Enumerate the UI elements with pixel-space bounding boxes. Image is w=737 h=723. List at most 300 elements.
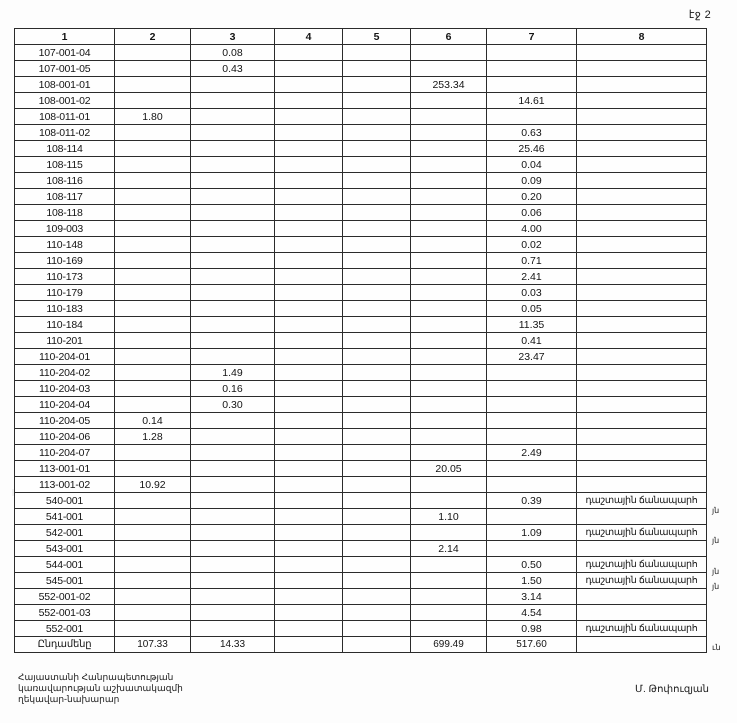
table-cell-col5 [343, 141, 411, 157]
table-cell-col4 [275, 317, 343, 333]
table-cell-col1: 107-001-05 [15, 61, 115, 77]
table-cell-col5 [343, 157, 411, 173]
table-row [15, 349, 707, 365]
table-cell-col7: 14.61 [487, 93, 577, 109]
margin-note: յն [712, 506, 720, 515]
table-cell-col5 [343, 237, 411, 253]
table-cell-col4 [275, 109, 343, 125]
table-cell-col4 [275, 221, 343, 237]
column-header-5: 5 [343, 29, 411, 45]
table-cell-col4 [275, 525, 343, 541]
table-cell-col1: 110-148 [15, 237, 115, 253]
table-row [15, 509, 707, 525]
table-cell-col8 [577, 125, 707, 141]
table-cell-col1: 552-001-03 [15, 605, 115, 621]
table-cell-col3: 0.16 [191, 381, 275, 397]
table-cell-col3 [191, 333, 275, 349]
table-cell-col8 [577, 285, 707, 301]
table-cell-col6 [411, 237, 487, 253]
table-cell-col8: դաշտային ճանապարհ [577, 557, 707, 573]
table-row [15, 77, 707, 93]
table-row [15, 557, 707, 573]
table-cell-col6 [411, 189, 487, 205]
table-cell-col5 [343, 125, 411, 141]
table-cell-col5 [343, 477, 411, 493]
table-cell-col1: 110-169 [15, 253, 115, 269]
table-cell-col4 [275, 173, 343, 189]
table-cell-col3 [191, 205, 275, 221]
table-cell-col1: 110-173 [15, 269, 115, 285]
table-cell-col1: 110-184 [15, 317, 115, 333]
table-row [15, 397, 707, 413]
table-cell-col1: 108-011-01 [15, 109, 115, 125]
table-cell-col6 [411, 109, 487, 125]
table-row [15, 589, 707, 605]
column-header-2: 2 [115, 29, 191, 45]
table-cell-col1: 544-001 [15, 557, 115, 573]
table-cell-col3 [191, 493, 275, 509]
table-cell-col8: դաշտային ճանապարհ [577, 525, 707, 541]
table-cell-col8 [577, 589, 707, 605]
table-cell-col4 [275, 333, 343, 349]
table-cell-col5 [343, 333, 411, 349]
table-row [15, 541, 707, 557]
table-cell-col3 [191, 621, 275, 637]
page-number: էջ 2 [688, 9, 711, 21]
table-cell-col6 [411, 173, 487, 189]
table-cell-col2 [115, 333, 191, 349]
table-cell-col8 [577, 461, 707, 477]
table-cell-col7 [487, 477, 577, 493]
table-cell-col4 [275, 477, 343, 493]
table-cell-col8: դաշտային ճանապարհ [577, 621, 707, 637]
table-cell-col8 [577, 317, 707, 333]
footer-line-1: Հայաստանի Հանրապետության [18, 672, 174, 682]
table-cell-col2 [115, 349, 191, 365]
table-cell-col1: 109-003 [15, 221, 115, 237]
table-cell-col1: 110-204-01 [15, 349, 115, 365]
table-row [15, 477, 707, 493]
table-row [15, 445, 707, 461]
table-cell-col3 [191, 125, 275, 141]
table-cell-col2 [115, 621, 191, 637]
table-cell-col2 [115, 77, 191, 93]
table-cell-col5 [343, 541, 411, 557]
table-cell-col2 [115, 221, 191, 237]
table-cell-col7: 0.63 [487, 125, 577, 141]
table-cell-col1: 552-001 [15, 621, 115, 637]
table-cell-col4 [275, 381, 343, 397]
table-cell-col5 [343, 493, 411, 509]
table-cell-col6 [411, 93, 487, 109]
table-cell-col1: 110-204-05 [15, 413, 115, 429]
table-body [15, 45, 707, 653]
table-cell-col2 [115, 61, 191, 77]
table-cell-col1: 543-001 [15, 541, 115, 557]
table-row [15, 301, 707, 317]
table-cell-col7: 0.41 [487, 333, 577, 349]
table-cell-col4 [275, 45, 343, 61]
table-cell-col7: 0.04 [487, 157, 577, 173]
column-header-4: 4 [275, 29, 343, 45]
table-cell-col3 [191, 173, 275, 189]
table-cell-col6 [411, 589, 487, 605]
table-cell-col5 [343, 365, 411, 381]
table-cell-col8 [577, 429, 707, 445]
table-cell-col3 [191, 509, 275, 525]
table-cell-col8 [577, 365, 707, 381]
table-cell-col1: 545-001 [15, 573, 115, 589]
table-cell-col4 [275, 605, 343, 621]
table-cell-col8 [577, 173, 707, 189]
table-cell-col1: 108-115 [15, 157, 115, 173]
table-cell-col7 [487, 45, 577, 61]
table-cell-col5 [343, 109, 411, 125]
margin-note: յն [712, 567, 720, 576]
table-cell-col8 [577, 157, 707, 173]
total-cell-col4 [275, 637, 343, 653]
table-cell-col2 [115, 589, 191, 605]
table-cell-col5 [343, 77, 411, 93]
table-cell-col6 [411, 445, 487, 461]
table-cell-col8 [577, 93, 707, 109]
table-cell-col3 [191, 541, 275, 557]
table-cell-col2 [115, 125, 191, 141]
table-cell-col4 [275, 157, 343, 173]
table-cell-col3 [191, 461, 275, 477]
margin-note: յն [712, 582, 720, 591]
table-cell-col6 [411, 573, 487, 589]
margin-note: ւն [712, 643, 721, 652]
table-cell-col2: 10.92 [115, 477, 191, 493]
footer-signatory-title [18, 672, 183, 705]
table-cell-col3 [191, 525, 275, 541]
table-cell-col5 [343, 413, 411, 429]
table-cell-col3 [191, 93, 275, 109]
table-row [15, 173, 707, 189]
table-cell-col8 [577, 445, 707, 461]
table-cell-col1: 108-011-02 [15, 125, 115, 141]
table-cell-col7: 2.49 [487, 445, 577, 461]
table-cell-col5 [343, 61, 411, 77]
table-cell-col8 [577, 349, 707, 365]
table-cell-col5 [343, 381, 411, 397]
table-cell-col1: 110-201 [15, 333, 115, 349]
table-row [15, 189, 707, 205]
table-cell-col7 [487, 429, 577, 445]
table-cell-col4 [275, 269, 343, 285]
table-cell-col8 [577, 541, 707, 557]
table-cell-col8 [577, 301, 707, 317]
table-cell-col3 [191, 477, 275, 493]
table-cell-col5 [343, 525, 411, 541]
table-cell-col3 [191, 317, 275, 333]
table-cell-col7 [487, 109, 577, 125]
table-cell-col8 [577, 269, 707, 285]
table-cell-col6 [411, 397, 487, 413]
table-cell-col5 [343, 589, 411, 605]
table-cell-col4 [275, 557, 343, 573]
table-cell-col2 [115, 269, 191, 285]
table-cell-col1: 108-001-02 [15, 93, 115, 109]
table-cell-col7 [487, 413, 577, 429]
table-cell-col6: 253.34 [411, 77, 487, 93]
table-cell-col4 [275, 253, 343, 269]
table-cell-col2 [115, 189, 191, 205]
table-row [15, 269, 707, 285]
table-cell-col1: 110-204-07 [15, 445, 115, 461]
table-cell-col6 [411, 141, 487, 157]
table-cell-col5 [343, 45, 411, 61]
table-cell-col6 [411, 301, 487, 317]
table-cell-col4 [275, 461, 343, 477]
table-row [15, 381, 707, 397]
footer-line-2: կառավարության աշխատակազմի [18, 683, 183, 693]
table-cell-col8 [577, 221, 707, 237]
table-cell-col3 [191, 349, 275, 365]
table-cell-col3 [191, 77, 275, 93]
table-cell-col2: 1.80 [115, 109, 191, 125]
table-cell-col2 [115, 397, 191, 413]
table-cell-col2 [115, 461, 191, 477]
signature-name: Մ. Թոփուզյան [635, 684, 709, 695]
table-cell-col1: 541-001 [15, 509, 115, 525]
table-cell-col1: 110-204-06 [15, 429, 115, 445]
table-cell-col5 [343, 269, 411, 285]
table-cell-col5 [343, 509, 411, 525]
table-cell-col6 [411, 205, 487, 221]
table-row [15, 61, 707, 77]
column-header-6: 6 [411, 29, 487, 45]
table-cell-col2 [115, 237, 191, 253]
table-cell-col5 [343, 285, 411, 301]
table-cell-col2 [115, 253, 191, 269]
table-cell-col5 [343, 189, 411, 205]
table-cell-col6 [411, 285, 487, 301]
table-cell-col4 [275, 189, 343, 205]
table-cell-col6 [411, 253, 487, 269]
table-cell-col7: 1.50 [487, 573, 577, 589]
table-cell-col1: 110-183 [15, 301, 115, 317]
table-cell-col4 [275, 349, 343, 365]
table-cell-col5 [343, 573, 411, 589]
table-cell-col6: 2.14 [411, 541, 487, 557]
table-cell-col1: 108-117 [15, 189, 115, 205]
table-row [15, 605, 707, 621]
table-cell-col3 [191, 237, 275, 253]
table-cell-col7 [487, 509, 577, 525]
footer-line-3: ղեկավար-նախարար [18, 694, 120, 704]
table-cell-col7: 0.39 [487, 493, 577, 509]
table-row [15, 221, 707, 237]
table-row [15, 237, 707, 253]
table-header-row [15, 29, 707, 45]
table-cell-col3: 0.08 [191, 45, 275, 61]
table-row [15, 525, 707, 541]
table-cell-col2: 0.14 [115, 413, 191, 429]
table-cell-col2 [115, 141, 191, 157]
table-cell-col4 [275, 413, 343, 429]
table-cell-col1: 113-001-02 [15, 477, 115, 493]
table-cell-col5 [343, 605, 411, 621]
table-cell-col4 [275, 621, 343, 637]
table-cell-col7: 4.00 [487, 221, 577, 237]
table-cell-col3 [191, 429, 275, 445]
table-row [15, 365, 707, 381]
table-cell-col8 [577, 253, 707, 269]
table-cell-col2 [115, 301, 191, 317]
table-cell-col3: 0.30 [191, 397, 275, 413]
table-cell-col8 [577, 509, 707, 525]
table-cell-col7: 23.47 [487, 349, 577, 365]
table-cell-col6 [411, 157, 487, 173]
table-cell-col3 [191, 557, 275, 573]
table-cell-col5 [343, 205, 411, 221]
table-cell-col5 [343, 301, 411, 317]
table-cell-col5 [343, 557, 411, 573]
table-cell-col6 [411, 429, 487, 445]
table-cell-col3 [191, 285, 275, 301]
table-row [15, 429, 707, 445]
table-row [15, 109, 707, 125]
table-cell-col4 [275, 509, 343, 525]
table-cell-col4 [275, 61, 343, 77]
table-cell-col4 [275, 541, 343, 557]
table-cell-col2 [115, 285, 191, 301]
table-cell-col6 [411, 269, 487, 285]
total-cell-col1: Ընդամենը [15, 637, 115, 653]
table-cell-col3: 1.49 [191, 365, 275, 381]
table-cell-col3 [191, 413, 275, 429]
table-cell-col6 [411, 125, 487, 141]
table-cell-col6: 1.10 [411, 509, 487, 525]
table-cell-col6 [411, 621, 487, 637]
table-cell-col7: 0.05 [487, 301, 577, 317]
table-cell-col7: 3.14 [487, 589, 577, 605]
table-cell-col3 [191, 573, 275, 589]
table-cell-col3 [191, 189, 275, 205]
table-cell-col2 [115, 365, 191, 381]
table-cell-col4 [275, 141, 343, 157]
table-row [15, 125, 707, 141]
table-cell-col3 [191, 589, 275, 605]
table-cell-col6 [411, 381, 487, 397]
table-cell-col6 [411, 365, 487, 381]
table-cell-col4 [275, 589, 343, 605]
table-cell-col7 [487, 77, 577, 93]
data-table-container [14, 28, 706, 653]
table-cell-col2 [115, 493, 191, 509]
table-cell-col8 [577, 141, 707, 157]
table-cell-col5 [343, 461, 411, 477]
table-cell-col5 [343, 445, 411, 461]
table-cell-col6 [411, 525, 487, 541]
table-cell-col1: 552-001-02 [15, 589, 115, 605]
table-cell-col3 [191, 141, 275, 157]
table-cell-col7: 0.06 [487, 205, 577, 221]
table-cell-col6 [411, 557, 487, 573]
table-cell-col7: 25.46 [487, 141, 577, 157]
table-cell-col4 [275, 93, 343, 109]
total-cell-col8 [577, 637, 707, 653]
total-cell-col3: 14.33 [191, 637, 275, 653]
total-cell-col7: 517.60 [487, 637, 577, 653]
table-cell-col4 [275, 445, 343, 461]
table-cell-col8 [577, 381, 707, 397]
table-cell-col2 [115, 541, 191, 557]
margin-note: յն [712, 536, 720, 545]
table-cell-col3 [191, 157, 275, 173]
table-cell-col7: 0.20 [487, 189, 577, 205]
column-header-8: 8 [577, 29, 707, 45]
table-cell-col7 [487, 541, 577, 557]
table-cell-col1: 108-116 [15, 173, 115, 189]
table-row [15, 461, 707, 477]
table-cell-col3 [191, 445, 275, 461]
table-cell-col6 [411, 413, 487, 429]
table-cell-col1: 108-001-01 [15, 77, 115, 93]
table-cell-col1: 110-179 [15, 285, 115, 301]
table-cell-col8 [577, 61, 707, 77]
table-cell-col6 [411, 493, 487, 509]
table-row [15, 157, 707, 173]
land-records-table [14, 28, 707, 653]
table-cell-col2 [115, 157, 191, 173]
table-cell-col4 [275, 429, 343, 445]
table-cell-col4 [275, 285, 343, 301]
table-cell-col8 [577, 333, 707, 349]
table-cell-col8 [577, 237, 707, 253]
table-cell-col2: 1.28 [115, 429, 191, 445]
table-cell-col6 [411, 45, 487, 61]
table-cell-col2 [115, 93, 191, 109]
table-cell-col2 [115, 445, 191, 461]
table-row [15, 621, 707, 637]
column-header-3: 3 [191, 29, 275, 45]
column-header-1: 1 [15, 29, 115, 45]
table-total-row [15, 637, 707, 653]
table-cell-col5 [343, 221, 411, 237]
table-cell-col4 [275, 125, 343, 141]
table-row [15, 413, 707, 429]
table-cell-col8 [577, 189, 707, 205]
table-cell-col2 [115, 317, 191, 333]
table-cell-col6 [411, 333, 487, 349]
table-cell-col4 [275, 573, 343, 589]
table-row [15, 573, 707, 589]
table-cell-col7: 0.50 [487, 557, 577, 573]
column-header-7: 7 [487, 29, 577, 45]
table-cell-col3 [191, 253, 275, 269]
table-cell-col7: 2.41 [487, 269, 577, 285]
table-cell-col7 [487, 365, 577, 381]
table-cell-col8 [577, 77, 707, 93]
table-cell-col5 [343, 397, 411, 413]
table-cell-col3 [191, 269, 275, 285]
table-cell-col2 [115, 173, 191, 189]
table-row [15, 45, 707, 61]
table-cell-col2 [115, 45, 191, 61]
table-cell-col4 [275, 205, 343, 221]
table-cell-col2 [115, 205, 191, 221]
table-cell-col6 [411, 349, 487, 365]
table-cell-col1: 110-204-03 [15, 381, 115, 397]
table-cell-col1: 540-001 [15, 493, 115, 509]
table-cell-col2 [115, 525, 191, 541]
table-cell-col1: 110-204-02 [15, 365, 115, 381]
table-row [15, 141, 707, 157]
total-cell-col6: 699.49 [411, 637, 487, 653]
